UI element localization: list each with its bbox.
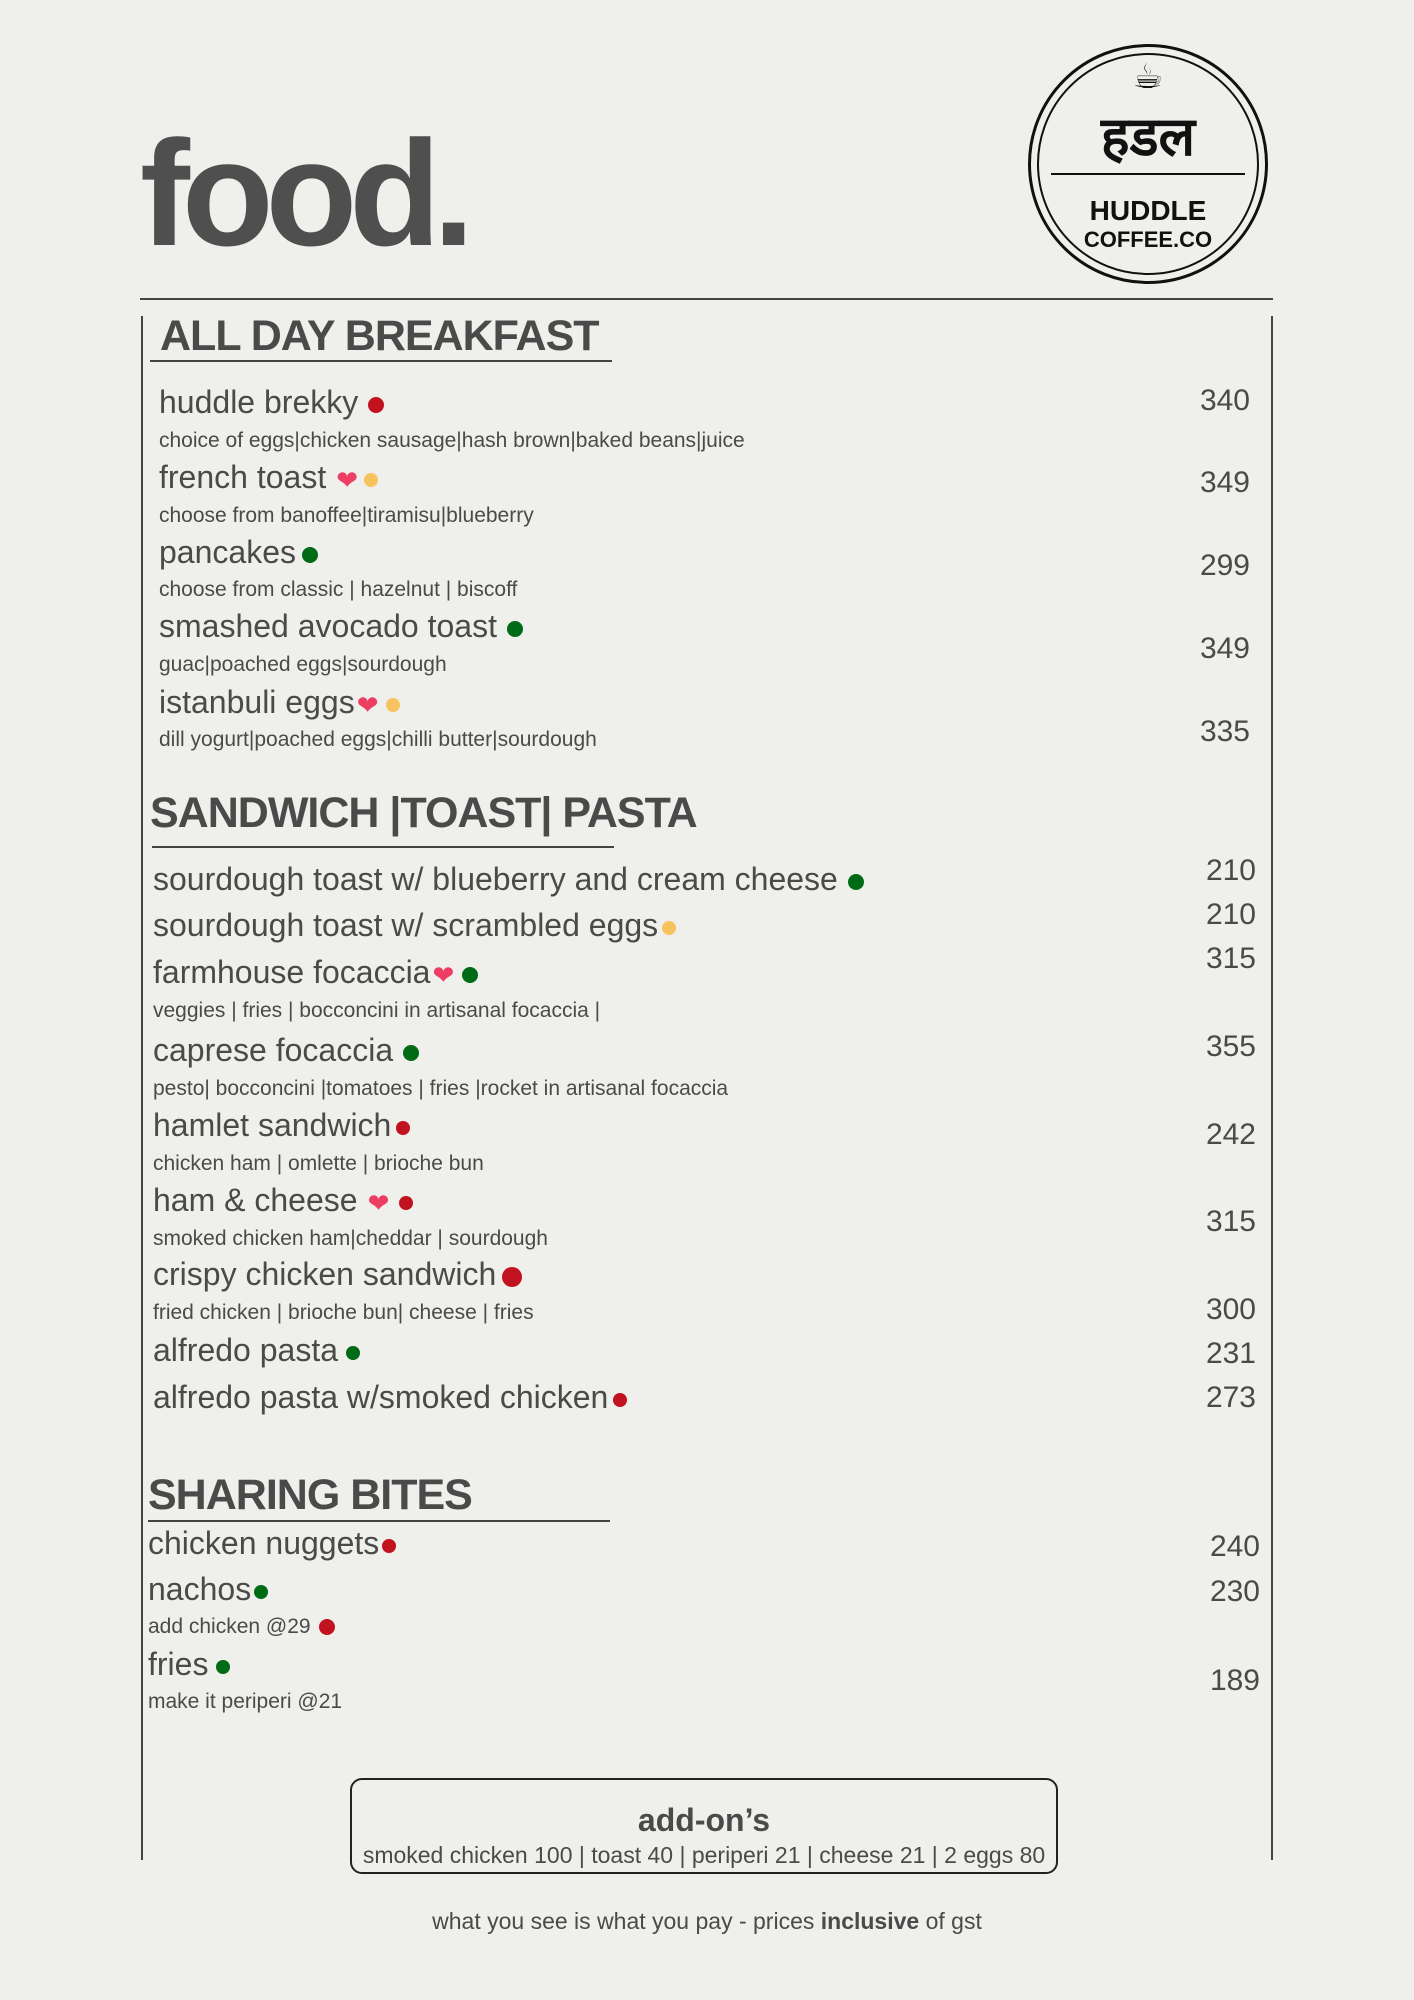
heart-icon: ❤ <box>336 464 358 495</box>
menu-item-name: fries <box>148 1648 230 1680</box>
menu-item-price: 230 <box>1209 1575 1260 1608</box>
menu-item-desc: dill yogurt|poached eggs|chilli butter|sourdough <box>159 728 597 751</box>
section-underline-sandwich <box>152 846 614 848</box>
menu-item-desc: choose from classic | hazelnut | biscoff <box>159 578 518 601</box>
menu-item-name: french toast ❤ <box>159 461 378 493</box>
section-title-sharing: SHARING BITES <box>148 1471 472 1519</box>
menu-item-price: 242 <box>1205 1118 1256 1151</box>
menu-item-name: sourdough toast w/ scrambled eggs <box>153 909 676 941</box>
menu-item-price: 355 <box>1205 1030 1256 1063</box>
logo-hindi-text: हडल <box>1100 105 1196 168</box>
logo-line2: COFFEE.CO <box>1083 227 1213 252</box>
menu-item-name: caprese focaccia <box>153 1034 419 1066</box>
nonveg-dot-icon <box>613 1393 627 1407</box>
egg-dot-icon <box>364 473 378 487</box>
menu-item-desc: choose from banoffee|tiramisu|blueberry <box>159 504 534 527</box>
addons-title: add-on’s <box>637 1802 771 1838</box>
menu-item-name: alfredo pasta w/smoked chicken <box>153 1381 627 1413</box>
menu-item-price: 340 <box>1199 384 1250 417</box>
section-underline-breakfast <box>150 360 612 362</box>
logo-line1: HUDDLE <box>1089 195 1207 226</box>
menu-item-price: 210 <box>1205 854 1256 887</box>
menu-item-name: farmhouse focaccia❤ <box>153 956 478 988</box>
nonveg-dot-icon <box>368 397 384 413</box>
right-border-line <box>1271 316 1273 1860</box>
menu-item-price: 231 <box>1205 1337 1256 1370</box>
veg-dot-icon <box>403 1045 419 1061</box>
footer-note: what you see is what you pay - prices inclusive of gst <box>432 1908 982 1934</box>
huddle-logo <box>1028 44 1268 284</box>
veg-dot-icon <box>216 1660 230 1674</box>
menu-item-desc: smoked chicken ham|cheddar | sourdough <box>153 1227 548 1250</box>
veg-dot-icon <box>346 1346 360 1360</box>
menu-item-desc: choice of eggs|chicken sausage|hash brown|baked beans|juice <box>159 429 745 452</box>
nonveg-dot-icon <box>319 1619 335 1635</box>
heart-icon: ❤ <box>367 1187 390 1218</box>
veg-dot-icon <box>507 621 523 637</box>
nonveg-dot-icon <box>502 1267 522 1287</box>
menu-item-price: 315 <box>1205 942 1256 975</box>
menu-item-desc: add chicken @29 <box>148 1616 335 1637</box>
menu-item-name: sourdough toast w/ blueberry and cream cheese <box>153 863 864 895</box>
logo-divider <box>1051 173 1245 175</box>
menu-item-name: istanbuli eggs❤ <box>159 686 400 718</box>
menu-item-name: ham & cheese ❤ <box>153 1184 413 1216</box>
left-border-line <box>141 316 143 1860</box>
header-divider <box>140 298 1273 300</box>
nonveg-dot-icon <box>396 1121 410 1135</box>
section-underline-sharing <box>148 1520 610 1522</box>
steaming-cup-icon: ☕ <box>1132 58 1164 96</box>
heart-icon: ❤ <box>356 689 379 720</box>
addons-list: smoked chicken 100 | toast 40 | periperi 21 | cheese 21 | 2 eggs 80 <box>362 1842 1046 1868</box>
menu-item-price: 273 <box>1205 1381 1256 1414</box>
menu-item-price: 240 <box>1209 1530 1260 1563</box>
menu-item-price: 349 <box>1199 466 1250 499</box>
veg-dot-icon <box>462 967 478 983</box>
menu-item-name: alfredo pasta <box>153 1334 360 1366</box>
menu-item-price: 315 <box>1205 1205 1256 1238</box>
nonveg-dot-icon <box>399 1196 413 1210</box>
section-title-sandwich: SANDWICH |TOAST| PASTA <box>150 789 697 837</box>
menu-item-price: 335 <box>1199 715 1250 748</box>
menu-item-name: nachos <box>148 1573 268 1605</box>
veg-dot-icon <box>254 1585 268 1599</box>
menu-item-price: 189 <box>1209 1664 1260 1697</box>
menu-item-desc: make it periperi @21 <box>148 1690 343 1713</box>
menu-item-name: crispy chicken sandwich <box>153 1258 522 1290</box>
menu-item-desc: fried chicken | brioche bun| cheese | fries <box>153 1301 534 1324</box>
section-title-breakfast: ALL DAY BREAKFAST <box>160 312 599 360</box>
menu-item-name: hamlet sandwich <box>153 1109 410 1141</box>
menu-item-name: huddle brekky <box>159 386 384 418</box>
egg-dot-icon <box>662 921 676 935</box>
egg-dot-icon <box>386 698 400 712</box>
footer-emphasis: inclusive <box>820 1908 920 1934</box>
menu-item-name: pancakes <box>159 536 318 568</box>
menu-item-desc: veggies | fries | bocconcini in artisanal focaccia | <box>153 999 601 1022</box>
menu-item-price: 210 <box>1205 898 1256 931</box>
menu-item-desc: chicken ham | omlette | brioche bun <box>153 1152 484 1175</box>
heart-icon: ❤ <box>432 959 455 990</box>
nonveg-dot-icon <box>382 1539 396 1553</box>
menu-item-price: 299 <box>1199 549 1250 582</box>
veg-dot-icon <box>302 547 318 563</box>
menu-item-name: smashed avocado toast <box>159 610 523 642</box>
veg-dot-icon <box>848 874 864 890</box>
menu-item-price: 300 <box>1205 1293 1256 1326</box>
menu-item-desc: guac|poached eggs|sourdough <box>159 653 447 676</box>
page-title: food. <box>140 109 467 277</box>
menu-item-name: chicken nuggets <box>148 1527 396 1559</box>
menu-item-price: 349 <box>1199 632 1250 665</box>
menu-item-desc: pesto| bocconcini |tomatoes | fries |rocket in artisanal focaccia <box>153 1077 729 1100</box>
addons-box <box>350 1778 1058 1874</box>
